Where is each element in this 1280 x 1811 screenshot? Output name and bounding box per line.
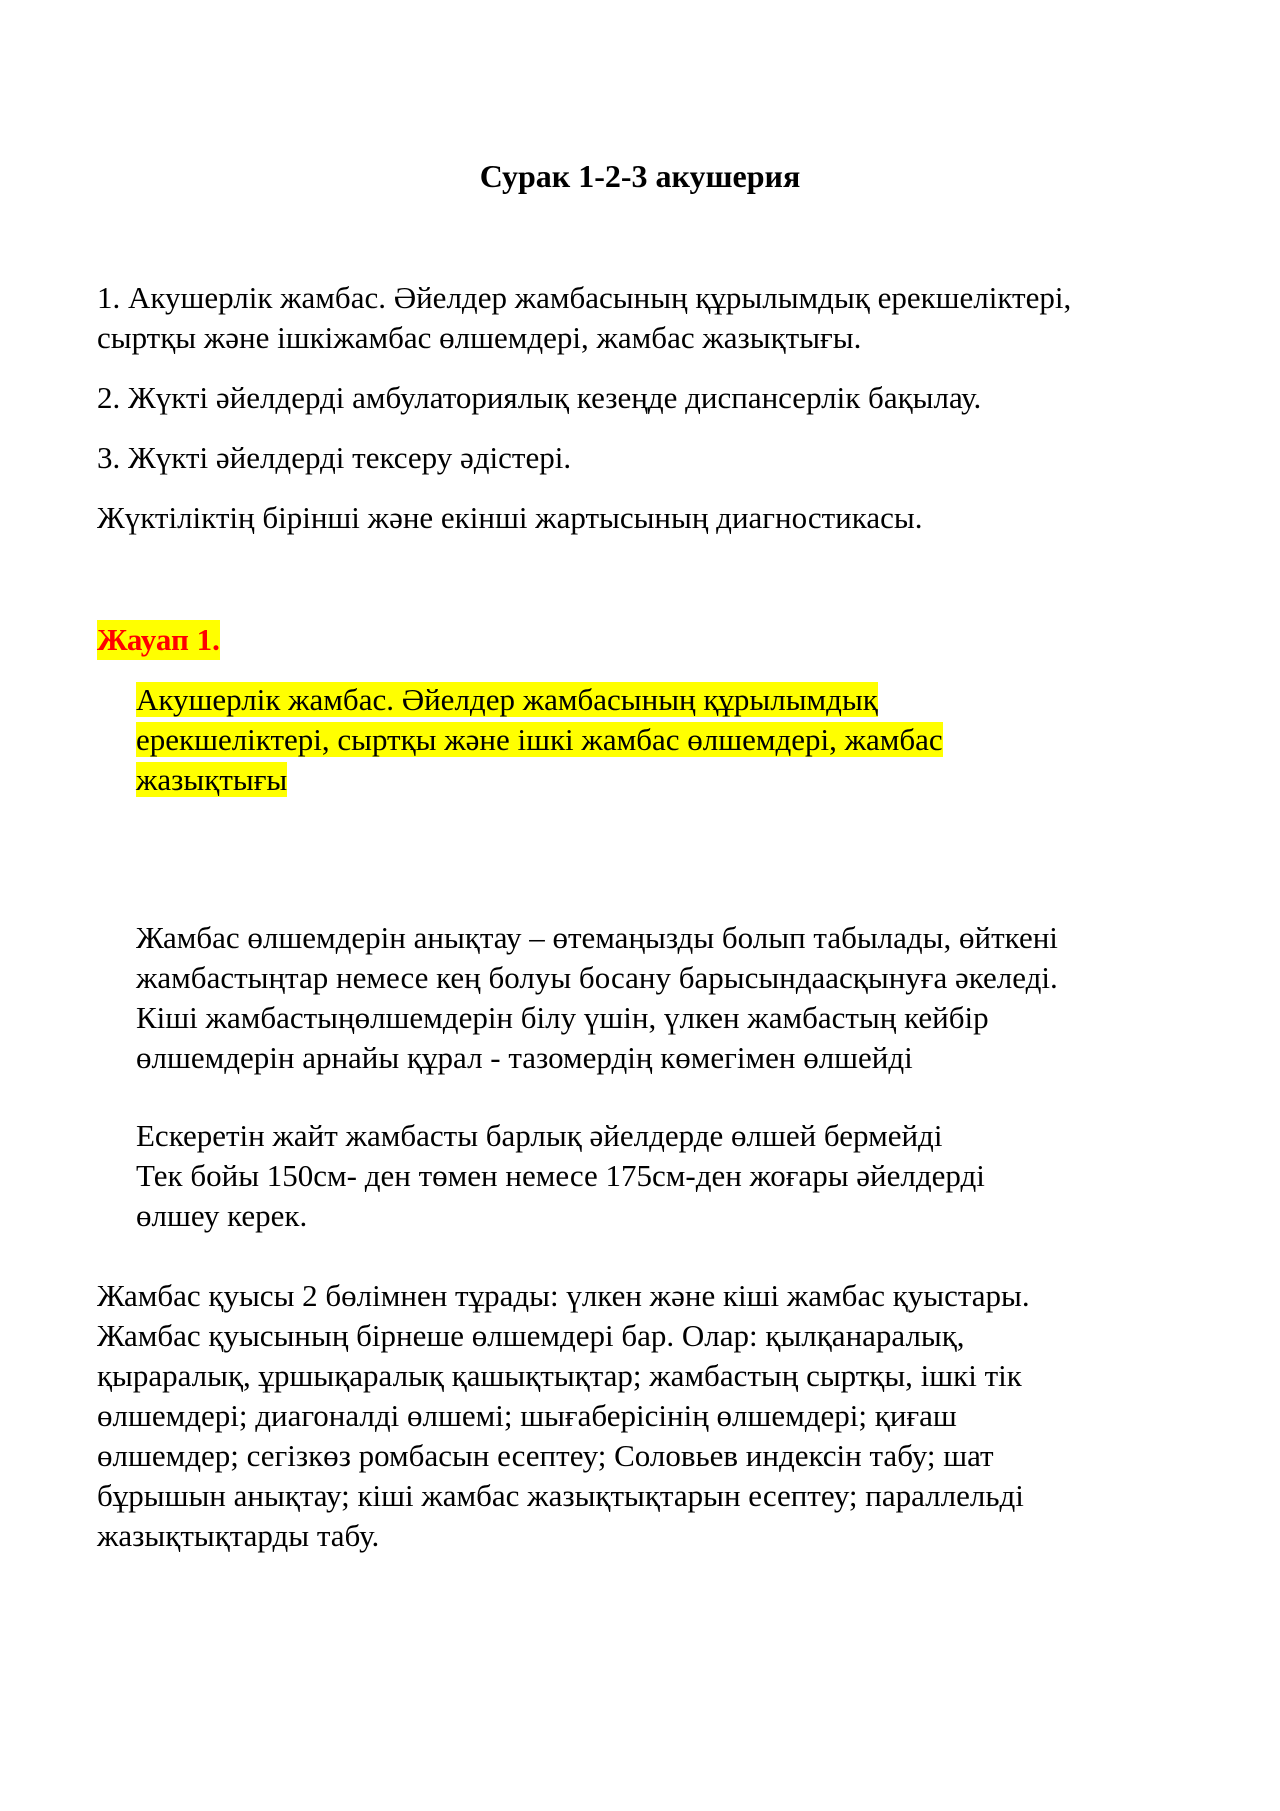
highlighted-line: Акушерлік жамбас. Әйелдер жамбасының құрылымдық	[136, 682, 878, 717]
answer-paragraph-1	[136, 918, 1196, 1078]
highlighted-line: ерекшеліктері, сыртқы және ішкі жамбас өлшемдері, жамбас	[136, 722, 943, 757]
answer-paragraph-3	[97, 1276, 1197, 1556]
question-1-line: сыртқы және ішкіжамбас өлшемдері, жамбас жазықтығы.	[97, 320, 862, 355]
paragraph-line: жамбастыңтар немесе кең болуы босану барысындаасқынуға әкеледі.	[136, 960, 1058, 995]
paragraph-line: Жамбас өлшемдерін анықтау – өтемаңызды болып табылады, өйткені	[136, 920, 1058, 955]
question-3	[97, 438, 1197, 478]
question-2	[97, 378, 1197, 418]
paragraph-line: Кіші жамбастыңөлшемдерін білу үшін, үлкен жамбастың кейбір	[136, 1000, 989, 1035]
paragraph-line: Жамбас қуысының бірнеше өлшемдері бар. Олар: қылқанаралық,	[97, 1318, 965, 1353]
answer-label: Жауап 1.	[97, 620, 220, 660]
highlighted-line: жазықтығы	[136, 762, 288, 797]
paragraph-line: Тек бойы 150см- ден төмен немесе 175см-ден жоғары әйелдерді	[136, 1158, 985, 1193]
question-3-extra	[97, 498, 1197, 538]
answer-paragraph-2	[136, 1116, 1196, 1236]
answer-highlighted-heading	[136, 680, 1196, 800]
question-2-line: 2. Жүкті әйелдерді амбулаториялық кезеңде диспансерлік бақылау.	[97, 380, 982, 415]
paragraph-line: өлшеу керек.	[136, 1198, 308, 1233]
paragraph-line: өлшемдерін арнайы құрал - тазомердің көмегімен өлшейді	[136, 1040, 913, 1075]
paragraph-line: өлшемдері; диагоналді өлшемі; шығаберісінің өлшемдері; қиғаш	[97, 1398, 957, 1433]
question-3-extra-line: Жүктіліктің бірінші және екінші жартысының диагностикасы.	[97, 500, 923, 535]
document-title: Сурак 1-2-3 акушерия	[479, 158, 801, 194]
paragraph-line: жазықтықтарды табу.	[97, 1518, 380, 1553]
paragraph-line: қыраралық, ұршықаралық қашықтықтар; жамбастың сыртқы, ішкі тік	[97, 1358, 1022, 1393]
paragraph-line: бұрышын анықтау; кіші жамбас жазықтықтарын есептеу; параллельді	[97, 1478, 1024, 1513]
paragraph-line: өлшемдер; сегізкөз ромбасын есептеу; Соловьев индексін табу; шат	[97, 1438, 994, 1473]
paragraph-line: Жамбас қуысы 2 бөлімнен тұрады: үлкен және кіші жамбас қуыстары.	[97, 1278, 1030, 1313]
question-1	[97, 278, 1197, 358]
question-3-line: 3. Жүкті әйелдерді тексеру әдістері.	[97, 440, 572, 475]
paragraph-line: Ескеретін жайт жамбасты барлық әйелдерде өлшей бермейді	[136, 1118, 943, 1153]
question-1-line: 1. Акушерлік жамбас. Әйелдер жамбасының құрылымдық ерекшеліктері,	[97, 280, 1072, 315]
